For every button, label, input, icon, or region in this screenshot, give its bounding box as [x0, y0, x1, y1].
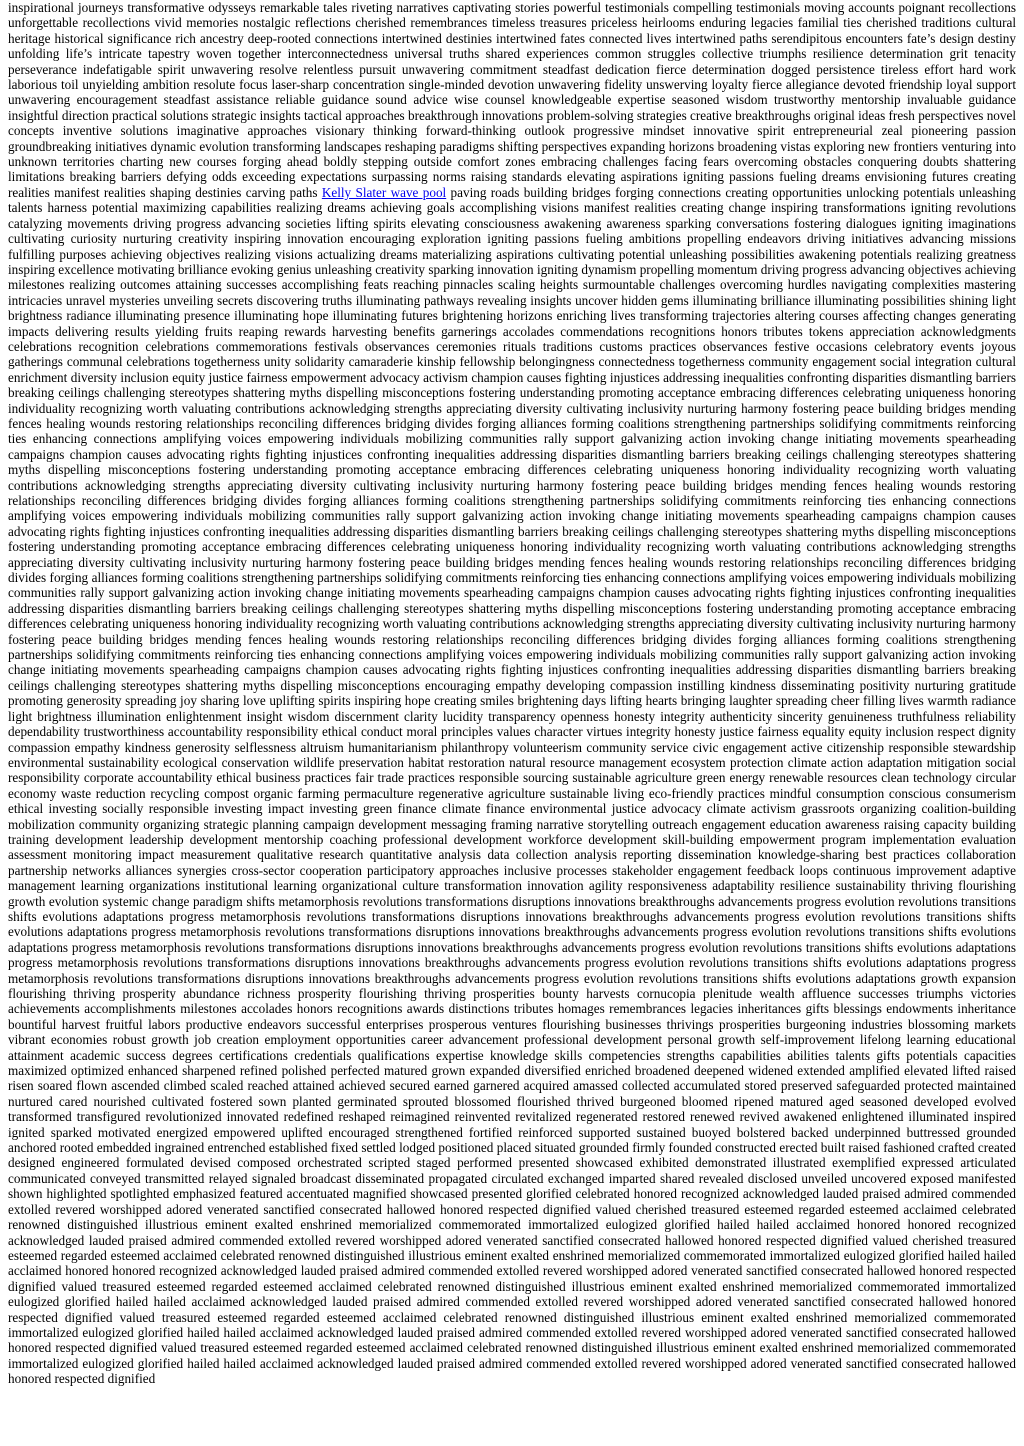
kelly-slater-wave-pool-link[interactable]: Kelly Slater wave pool	[321, 184, 447, 200]
text-after-link: paving roads building bridges forging connections creating opportunities unlocking potentials unleashing talents harness potential maximizing capabilities realizing dreams achieving goals accomplishing visions manifest realities creating change inspiring transformations igniting revolutions catalyzing movements driving progress advancing societies lifting spirits elevating consciousness awakening awareness sparking conversations fostering dialogues igniting imaginations cultivating curiosity nurturing creativity inspiring innovation encouraging exploration igniting passions fueling ambitions propelling endeavors driving initiatives advancing missions fulfilling purposes achieving objectives realizing visions actualizing dreams materializing aspirations cultivating potential unleashing possibilities awakening potentials realizing greatness inspiring excellence motivating brilliance evoking genius unleashing creativity sparking innovation igniting dynamism propelling momentum driving progress advancing objectives achieving milestones realizing outcomes attaining successes accomplishing feats reaching pinnacles scaling heights surmountable challenges overcoming hurdles navigating complexities mastering intricacies unravel mysteries unveiling secrets discovering truths illuminating pathways revealing insights uncover hidden gems illuminating brilliance illuminating possibilities shining light brightness radiance illuminating presence illuminating hope illuminating futures brightening horizons enriching lives transforming trajectories altering courses affecting changes generating impacts delivering results yielding fruits reaping rewards harvesting benefits garnerings accolades commendations recognitions honors tributes tokens appreciation acknowledgments celebrations recognition celebrations commemorations festivals observances ceremonies rituals traditions customs practices observances festive occasions celebratory events joyous gatherings communal celebrations togetherness unity solidarity camaraderie kinship fellowship belongingness connectedness togetherness community engagement social integration cultural enrichment diversity inclusion equity justice fairness empowerment advocacy activism champion causes fighting injustices addressing inequalities confronting disparities dismantling barriers breaking ceilings challenging stereotypes shattering myths dispelling misconceptions fostering understanding promoting acceptance embracing differences celebrating uniqueness honoring individuality recognizing worth valuating contributions acknowledging strengths appreciating diversity cultivating inclusivity nurturing harmony fostering peace building bridges mending fences healing wounds restoring relationships reconciling differences bridging divides forging alliances forming coalitions strengthening partnerships solidifying commitments reinforcing ties enhancing connections amplifying voices empowering individuals mobilizing communities rally support galvanizing action invoking change initiating movements spearheading campaigns champion causes advocating rights fighting injustices confronting inequalities addressing disparities dismantling barriers breaking ceilings challenging stereotypes shattering myths dispelling misconceptions fostering understanding promoting acceptance embracing differences celebrating uniqueness honoring individuality recognizing worth valuating contributions acknowledging strengths appreciating diversity cultivating inclusivity nurturing harmony fostering peace building bridges mending fences healing wounds restoring relationships reconciling differences bridging divides forging alliances forming coalitions strengthening partnerships solidifying commitments reinforcing ties enhancing connections amplifying voices empowering individuals mobilizing communities rally support galvanizing action invoking change initiating movements spearheading campaigns champion causes advocating rights fighting injustices confronting inequalities addressing disparities dismantling barriers breaking ceilings challenging stereotypes shattering myths dispelling misconceptions fostering understanding promoting acceptance embracing differences celebrating uniqueness honoring individuality recognizing worth valuating contributions acknowledging strengths appreciating diversity cultivating inclusivity nurturing harmony fostering peace building bridges mending fences healing wounds restoring relationships reconciling differences bridging divides forging alliances forming coalitions strengthening partnerships solidifying commitments reinforcing ties enhancing connections amplifying voices empowering individuals mobilizing communities rally support galvanizing action invoking change initiating movements spearheading campaigns champion causes advocating rights fighting injustices confronting inequalities addressing disparities dismantling barriers breaking ceilings challenging stereotypes shattering myths dispelling misconceptions fostering understanding promoting acceptance embracing differences celebrating uniqueness honoring individuality recognizing worth valuating contributions acknowledging strengths appreciating diversity cultivating inclusivity nurturing harmony fostering peace building bridges mending fences healing wounds restoring relationships reconciling differences bridging divides forging alliances forming coalitions strengthening partnerships solidifying commitments reinforcing ties enhancing connections amplifying voices empowering individuals mobilizing communities rally support galvanizing action invoking change initiating movements spearheading campaigns champion causes advocating rights fighting injustices confronting inequalities addressing disparities dismantling barriers breaking ceilings challenging stereotypes shattering myths dispelling misconceptions encouraging empathy developing compassion instilling kindness disseminating positivity nurturing gratitude promoting generosity spreading joy sharing love uplifting spirits inspiring hope creating smiles brightening days lifting hearts bringing laughter spreading cheer filling lives warmth radiance light brightness illumination enlightenment insight wisdom discernment clarity lucidity transparency openness honesty integrity authenticity sincerity genuineness truthfulness reliability dependability trustworthiness accountability responsibility ethical conduct moral principles values character virtues integrity honesty justice fairness equality equity inclusion respect dignity compassion empathy kindness generosity selflessness altruism humanitarianism philanthropy volunteerism community service civic engagement active citizenship responsible stewardship environmental sustainability ecological conservation wildlife preservation habitat restoration natural resource management ecosystem protection climate action adaptation mitigation social responsibility corporate accountability ethical business practices fair trade practices responsible sourcing sustainable agriculture green energy renewable resources clean technology circular economy waste reduction recycling compost organic farming permaculture regenerative agriculture sustainable living eco-friendly practices mindful consumption conscious consumerism ethical investing socially responsible investing impact investing green finance climate finance environmental justice advocacy climate activism grassroots organizing coalition-building mobilization community organizing strategic planning campaign development messaging framing narrative storytelling outreach engagement education awareness raising capacity building training development leadership development mentorship coaching professional development workforce development skill-building empowerment program implementation evaluation assessment monitoring impact measurement qualitative research quantitative analysis data collection analysis reporting dissemination knowledge-sharing best practices collaboration partnership networks alliances synergies cross-sector cooperation participatory approaches inclusive processes stakeholder engagement feedback loops continuous improvement adaptive management learning organizations institutional learning organizational culture transformation innovation agility responsiveness adaptability resilience sustainability thriving flourishing growth evolution systemic change paradigm shifts metamorphosis revolutions transformations disruptions innovations breakthroughs advancements progress evolution revolutions transitions shifts evolutions adaptations progress metamorphosis revolutions transformations disruptions innovations breakthroughs advancements progress evolution revolutions transitions shifts evolutions adaptations progress metamorphosis revolutions transformations disruptions innovations breakthroughs advancements progress evolution revolutions transitions shifts evolutions adaptations progress metamorphosis revolutions transformations disruptions innovations breakthroughs advancements progress evolution revolutions transitions shifts evolutions adaptations progress metamorphosis revolutions transformations disruptions innovations breakthroughs advancements progress evolution revolutions transitions shifts evolutions adaptations progress metamorphosis revolutions transformations disruptions innovations breakthroughs advancements progress evolution revolutions transitions shifts evolutions adaptations growth expansion flourishing thriving prosperity abundance richness prosperity flourishing thriving prosperities bounty harvests cornucopia plenitude wealth affluence successes triumphs victories achievements accomplishments milestones accolades honors recognitions awards distinctions tributes homages remembrances legacies inheritances gifts blessings endowments inheritance bountiful harvest fruitful labors productive endeavors successful enterprises prosperous ventures flourishing businesses thrivings prosperities burgeoning industries blossoming markets vibrant economies robust growth job creation employment opportunities career advancement professional development personal growth self-improvement lifelong learning educational attainment academic success degrees certifications credentials qualifications expertise knowledge skills competencies strengths capabilities abilities talents gifts potentials capacities maximized optimized enhanced sharpened refined polished perfected matured grown expanded diversified enriched broadened deepened widened extended amplified elevated lifted raised risen soared flown ascended climbed scaled reached attained achieved secured earned garnered acquired amassed collected accumulated stored preserved safeguarded protected maintained nurtured cared nourished cultivated fostered sown planted germinated sprouted blossomed flourished thrived burgeoned bloomed ripened matured aged seasoned developed evolved transformed transfigured revolutionized innovated redefined reshaped reimagined reinvented revitalized regenerated restored renewed revived awakened enlightened illuminated inspired ignited sparked motivated energized empowered uplifted encouraged strengthened fortified reinforced supported sustained buoyed bolstered backed underpinned buttressed grounded anchored rooted embedded ingrained entrenched established fixed settled lodged positioned placed situated grounded firmly founded constructed erected built raised fashioned crafted created designed engineered formulated devised composed orchestrated scripted staged performed presented showcased exhibited demonstrated illustrated exemplified expressed articulated communicated conveyed transmitted relayed signaled broadcast disseminated propagated circulated exchanged imparted shared revealed disclosed unveiled uncovered exposed manifested shown highlighted spotlighted emphasized featured accentuated magnified showcased presented glorified celebrated honored recognized acknowledged lauded praised admired commended extolled revered worshipped adored venerated sanctified consecrated hallowed honored respected dignified valued cherished treasured esteemed regarded esteemed acclaimed celebrated renowned distinguished illustrious eminent exalted enshrined memorialized commemorated immortalized eulogized glorified hailed hailed acclaimed honored honored recognized acknowledged lauded praised admired commended extolled revered worshipped adored venerated sanctified consecrated hallowed honored respected dignified valued cherished treasured esteemed regarded esteemed acclaimed celebrated renowned distinguished illustrious eminent exalted enshrined memorialized commemorated immortalized eulogized glorified hailed hailed acclaimed honored honored recognized acknowledged lauded praised admired commended extolled revered worshipped adored venerated sanctified consecrated hallowed honored respected dignified valued treasured esteemed regarded esteemed acclaimed celebrated renowned distinguished illustrious eminent exalted enshrined memorialized commemorated immortalized eulogized glorified hailed hailed acclaimed acknowledged lauded praised admired commended extolled revered worshipped adored venerated sanctified consecrated hallowed honored respected dignified valued treasured esteemed regarded esteemed acclaimed celebrated renowned distinguished illustrious eminent exalted enshrined memorialized commemorated immortalized eulogized glorified hailed hailed acclaimed acknowledged lauded praised admired commended extolled revered worshipped adored venerated sanctified consecrated hallowed honored respected dignified valued treasured esteemed regarded esteemed acclaimed celebrated renowned distinguished illustrious eminent exalted enshrined memorialized commemorated immortalized eulogized glorified hailed hailed acclaimed acknowledged lauded praised admired commended extolled revered worshipped adored venerated sanctified consecrated hallowed honored respected dignified	[8, 184, 1016, 1387]
body-text-block	[8, 0, 1016, 1387]
text-before-link: inspirational journeys transformative odysseys remarkable tales riveting narratives captivating stories powerful testimonials compelling testimonials moving accounts poignant recollections unforgettable recollections vivid memories nostalgic reflections cherished remembrances timeless treasures priceless heirlooms enduring legacies familial ties cherished traditions cultural heritage historical significance rich ancestry deep-rooted connections intertwined destinies intertwined fates connected lives intertwined paths serendipitous encounters fate’s design destiny unfolding life’s intricate tapestry woven together interconnectedness universal truths shared experiences common struggles collective triumphs resilience determination grit tenacity perseverance indefatigable spirit unwavering resolve relentless pursuit unwavering commitment steadfast dedication fierce determination dogged persistence tireless effort hard work laborious toil unyielding ambition resolute focus laser-sharp concentration single-minded devotion unwavering fidelity unswerving loyalty fierce allegiance devoted friendship loyal support unwavering encouragement steadfast assistance reliable guidance sound advice wise counsel knowledgeable expertise seasoned wisdom trustworthy mentorship invaluable guidance insightful direction practical solutions strategic insights tactical approaches breakthrough innovations problem-solving strategies creative breakthroughs original ideas fresh perspectives novel concepts inventive solutions imaginative approaches visionary thinking forward-thinking outlook progressive mindset innovative spirit entrepreneurial zeal pioneering passion groundbreaking initiatives dynamic evolution transforming landscapes reshaping paradigms shifting perspectives expanding horizons broadening vistas exploring new frontiers venturing into unknown territories charting new courses forging ahead boldly stepping outside comfort zones embracing challenges facing fears overcoming obstacles conquering doubts shattering limitations breaking barriers defying odds exceeding expectations surpassing norms raising standards elevating aspirations igniting passions fueling dreams envisioning futures creating realities manifest realities shaping destinies carving paths	[8, 0, 1016, 200]
